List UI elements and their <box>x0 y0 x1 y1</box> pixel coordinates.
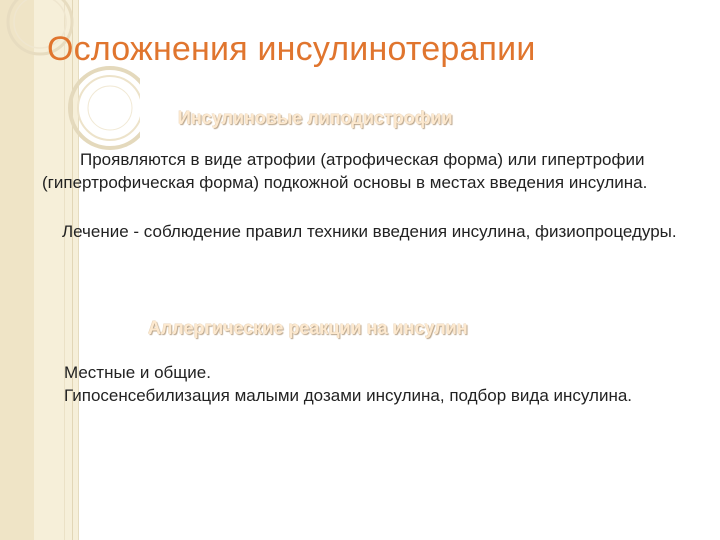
paragraph-allergy-types <box>38 361 698 384</box>
paragraph-text: Местные и общие. <box>64 363 211 382</box>
paragraph-text: Проявляются в виде атрофии (атрофическая форма) или гипертрофии (гипертрофическая форма) подкожной основы в местах введения инсулина. <box>42 150 648 192</box>
paragraph-text: Лечение - соблюдение правил техники введения инсулина, физиопроцедуры. <box>62 222 677 241</box>
paragraph-lipodystrophy-treatment <box>42 220 682 243</box>
paragraph-text: Гипосенсебилизация малыми дозами инсулина, подбор вида инсулина. <box>64 386 633 405</box>
section-heading-allergy: Аллергические реакции на инсулин <box>148 318 468 338</box>
decorative-circles <box>0 0 140 170</box>
section-heading-lipodystrophy: Инсулиновые липодистрофии <box>178 108 453 128</box>
slide-title: Осложнения инсулинотерапии <box>47 30 536 68</box>
paragraph-allergy-treatment <box>38 384 708 407</box>
paragraph-lipodystrophy-description <box>42 148 662 194</box>
